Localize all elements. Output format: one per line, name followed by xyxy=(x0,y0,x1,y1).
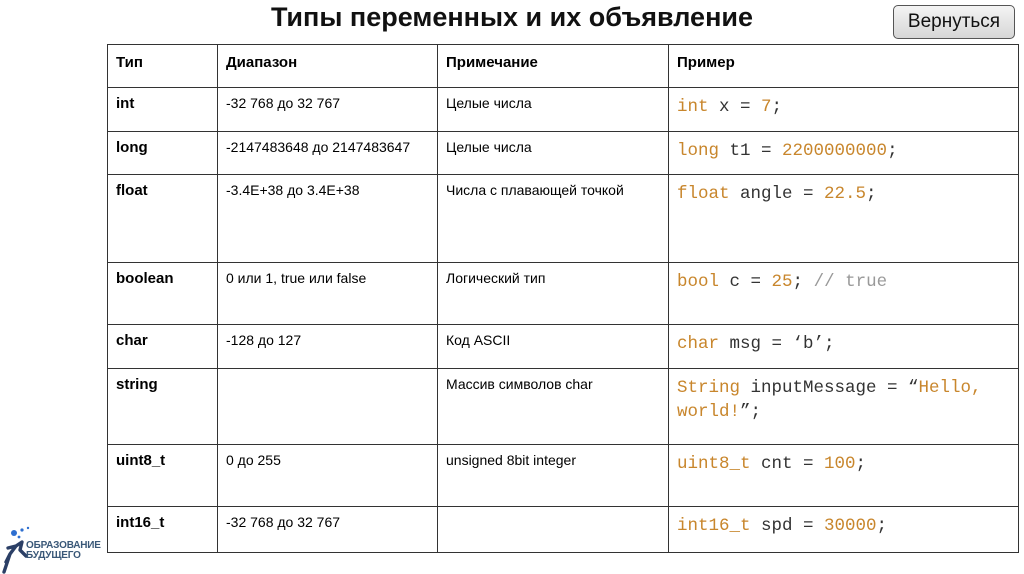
table-row xyxy=(108,132,1019,175)
table-row xyxy=(108,369,1019,445)
table-row xyxy=(108,507,1019,553)
column-header-note: Примечание xyxy=(438,45,669,88)
table-row xyxy=(108,445,1019,507)
table-row xyxy=(108,263,1019,325)
logo-text xyxy=(26,541,101,561)
logo-line-1: ОБРАЗОВАНИЕ xyxy=(26,540,101,551)
page-title: Типы переменных и их объявление xyxy=(270,2,754,32)
range-cell: -128 до 127 xyxy=(218,325,438,369)
table-row xyxy=(108,325,1019,369)
example-cell: String inputMessage = “Hello, world!”; xyxy=(669,369,1019,445)
type-cell: float xyxy=(108,175,218,263)
note-cell: Логический тип xyxy=(438,263,669,325)
column-header-example: Пример xyxy=(669,45,1019,88)
back-button[interactable]: Вернуться xyxy=(893,5,1015,39)
example-cell: uint8_t cnt = 100; xyxy=(669,445,1019,507)
table-header-row xyxy=(108,45,1019,88)
note-cell: Целые числа xyxy=(438,88,669,132)
range-cell: -2147483648 до 2147483647 xyxy=(218,132,438,175)
type-cell: int16_t xyxy=(108,507,218,553)
example-cell: long t1 = 2200000000; xyxy=(669,132,1019,175)
column-header-type: Тип xyxy=(108,45,218,88)
note-cell: unsigned 8bit integer xyxy=(438,445,669,507)
type-cell: string xyxy=(108,369,218,445)
table-row xyxy=(108,175,1019,263)
type-cell: long xyxy=(108,132,218,175)
note-cell: Код ASCII xyxy=(438,325,669,369)
note-cell: Массив символов char xyxy=(438,369,669,445)
type-cell: uint8_t xyxy=(108,445,218,507)
example-cell: int16_t spd = 30000; xyxy=(669,507,1019,553)
range-cell xyxy=(218,369,438,445)
type-cell: boolean xyxy=(108,263,218,325)
range-cell: -32 768 до 32 767 xyxy=(218,88,438,132)
types-table xyxy=(107,44,1019,553)
example-cell: bool c = 25; // true xyxy=(669,263,1019,325)
note-cell: Целые числа xyxy=(438,132,669,175)
example-cell: float angle = 22.5; xyxy=(669,175,1019,263)
range-cell: 0 или 1, true или false xyxy=(218,263,438,325)
logo-line-2: БУДУЩЕГО xyxy=(26,550,81,561)
range-cell: -32 768 до 32 767 xyxy=(218,507,438,553)
example-cell: char msg = ‘b’; xyxy=(669,325,1019,369)
column-header-range: Диапазон xyxy=(218,45,438,88)
type-cell: int xyxy=(108,88,218,132)
range-cell: 0 до 255 xyxy=(218,445,438,507)
note-cell: Числа с плавающей точкой xyxy=(438,175,669,263)
table-row xyxy=(108,88,1019,132)
example-cell: int x = 7; xyxy=(669,88,1019,132)
range-cell: -3.4E+38 до 3.4E+38 xyxy=(218,175,438,263)
type-cell: char xyxy=(108,325,218,369)
note-cell xyxy=(438,507,669,553)
